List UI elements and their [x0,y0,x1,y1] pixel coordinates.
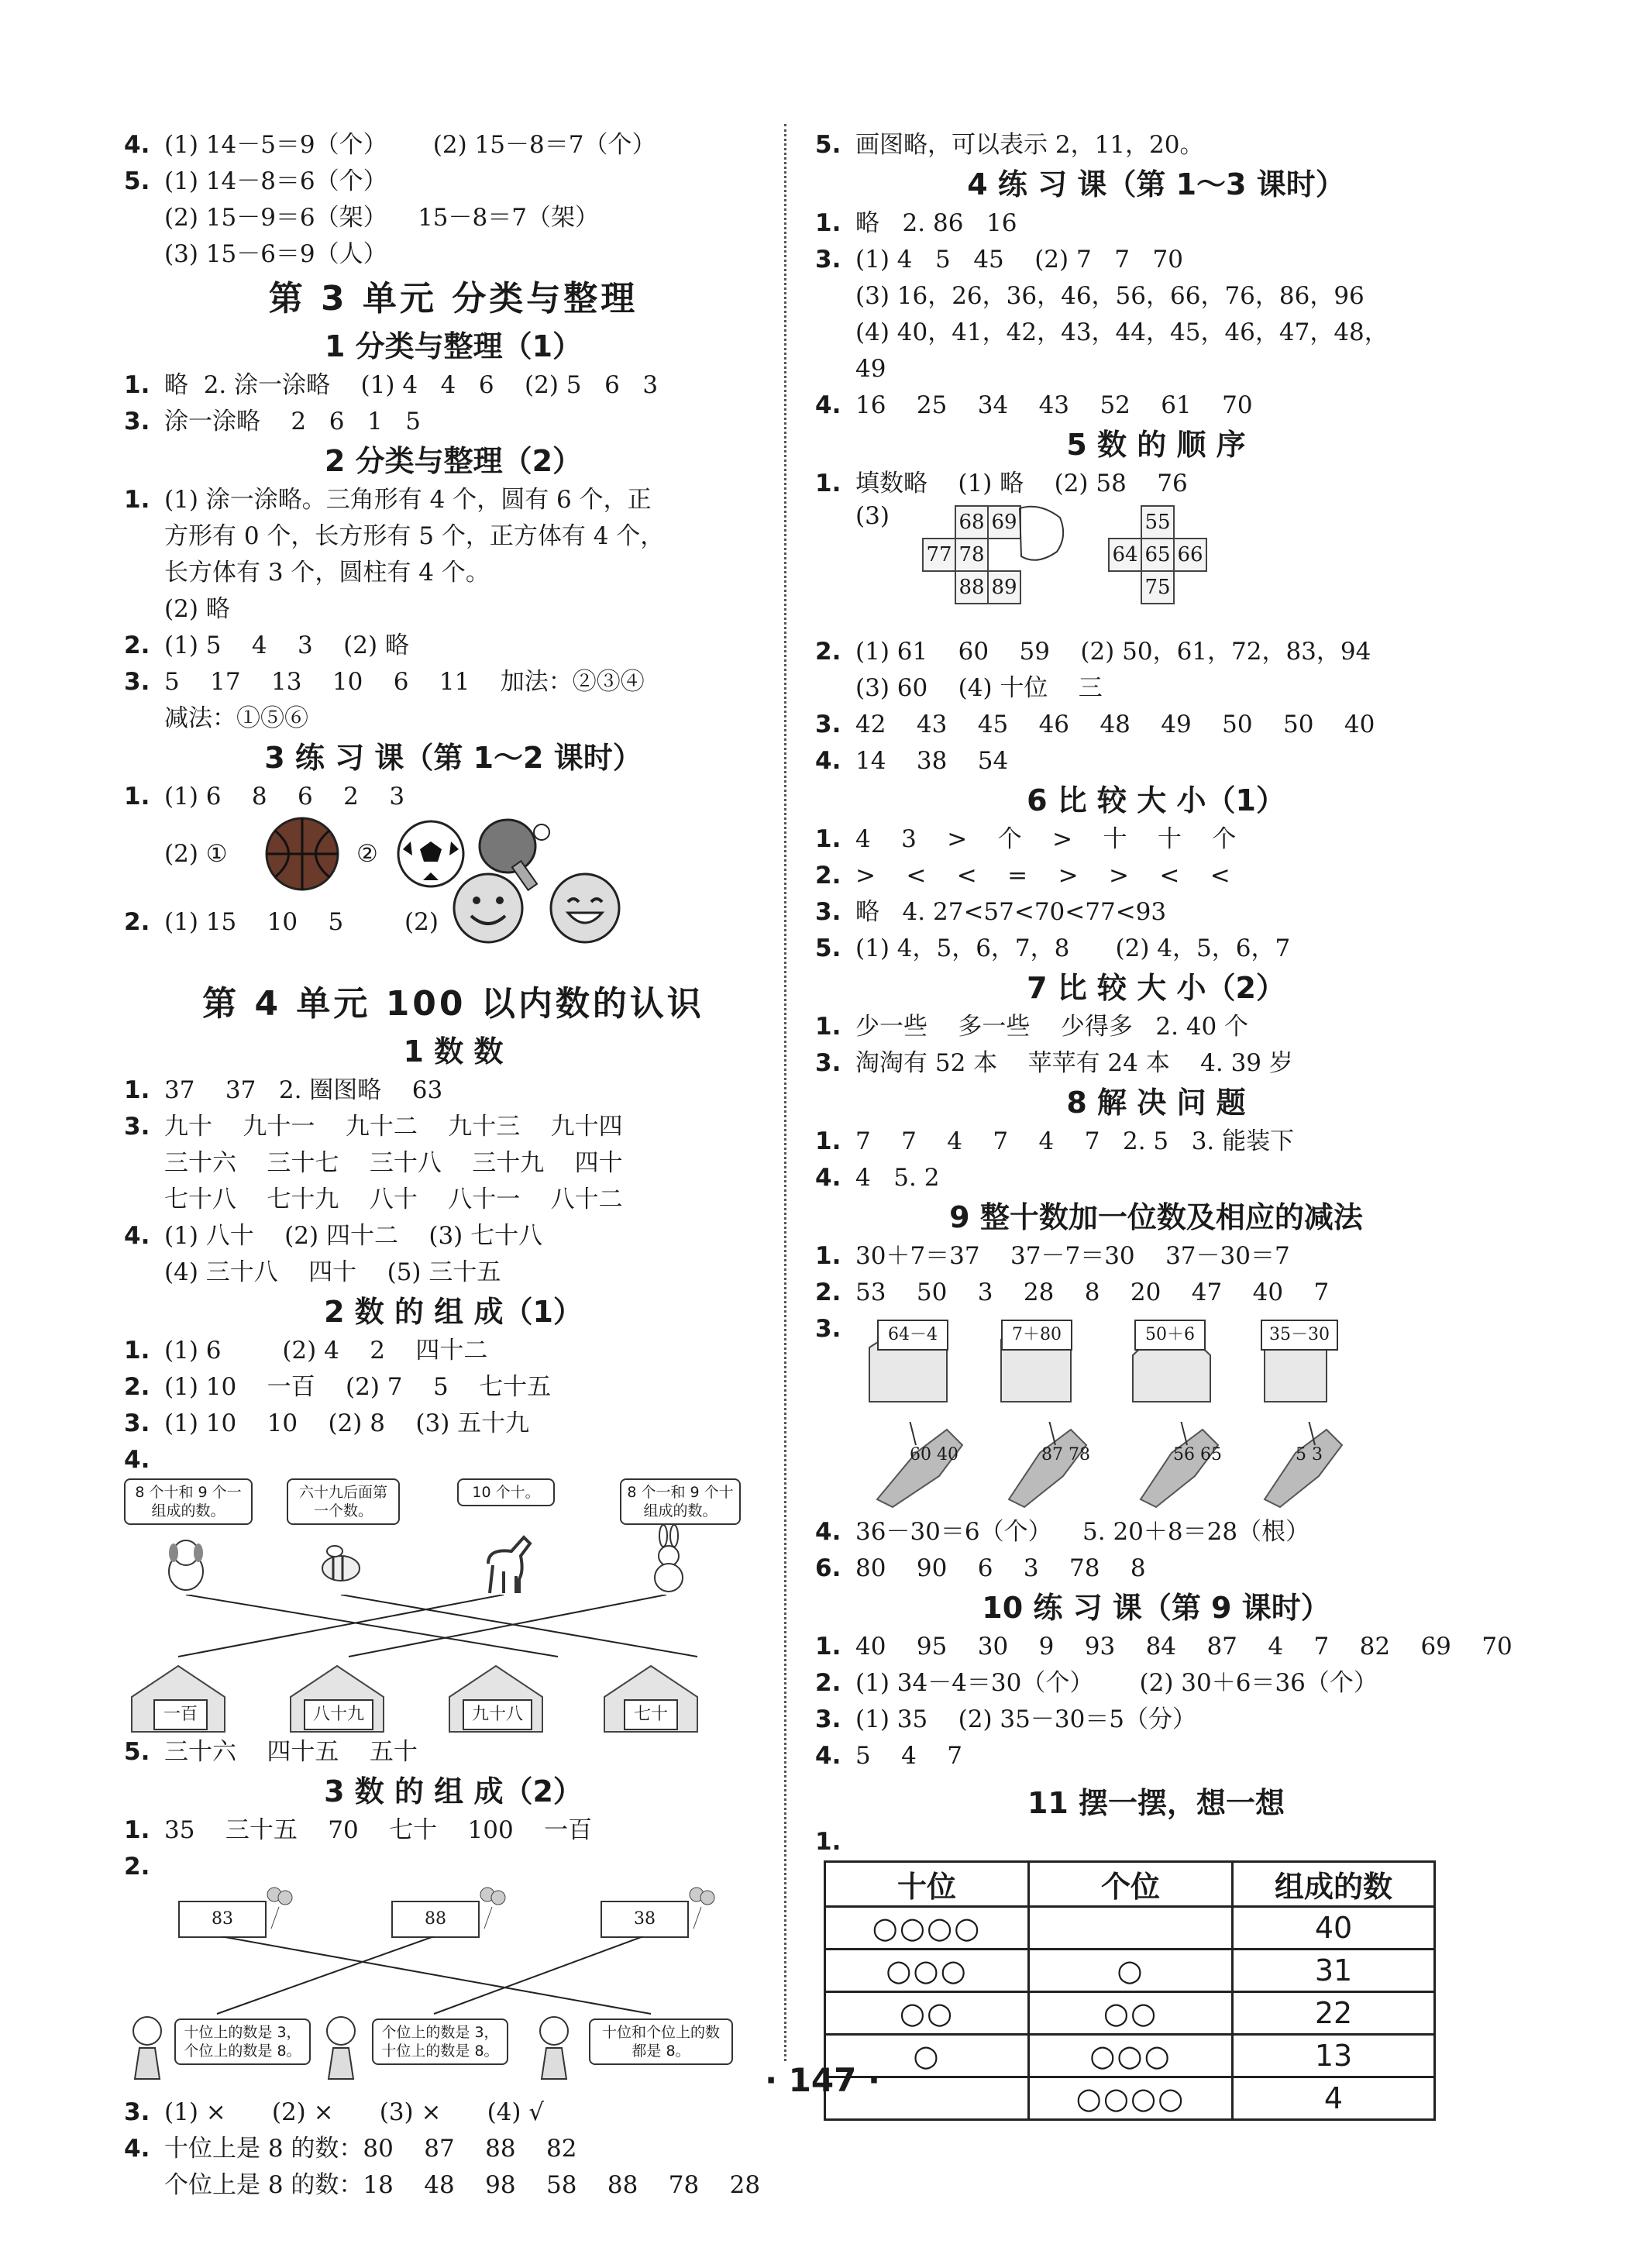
animal-house-matching [124,1478,783,1734]
house-label: 50＋6 [1134,1320,1206,1351]
answer-line: 1. 略 2. 涂一涂略 (1) 4 4 6 (2) 5 6 3 [124,371,659,399]
grid-cell: 68 [955,505,989,539]
answer-line: 1. 40 95 30 9 93 84 87 4 7 82 69 70 [815,1633,1513,1661]
header-number: 组成的数 [1233,1862,1435,1907]
answer-line: 1. 4 3 > 个 > 十 十 个 [815,825,1237,853]
answer-line: 3. (1) 35 (2) 35－30＝5（分） [815,1705,1197,1733]
answer-line: 3. 涂一涂略 2 6 1 5 [124,408,421,435]
key-label: 87 78 [1041,1445,1090,1464]
basketball-icon [263,815,341,893]
section-title: 4 练 习 课（第 1～3 课时） [967,167,1345,201]
section-title: 1 数 数 [403,1034,504,1069]
answer-line: 4. [124,1446,150,1474]
matching-lines [124,1936,744,2022]
answer-line: 2. 53 50 3 28 8 20 47 40 7 [815,1279,1330,1306]
answer-line: 4. 4 5. 2 [815,1164,940,1192]
answer-line: 3. 略 4. 27<57<70<77<93 [815,898,1167,926]
answer-line: 3. (1) 4 5 45 (2) 7 7 70 [815,246,1183,274]
kid-speech-bubble: 十位和个位上的数都是 8。 [589,2018,733,2065]
house-label: 七十 [624,1699,678,1730]
grid-cell: 66 [1173,538,1207,572]
answer-line: 减法：①⑤⑥ [164,704,308,732]
answer-line: (4) 40，41，42，43，44，45，46，47，48， [855,318,1389,346]
smiley-answer-row: 2. (1) 15 10 5 (2) [124,900,783,978]
ones-cell: ○○○ [1029,2035,1233,2077]
tens-cell: ○ [825,2035,1029,2077]
answer-line: (2) 15－9＝6（架） 15－8＝7（架） [164,204,599,232]
answer-line: 七十八 七十九 八十 八十一 八十二 [164,1186,623,1213]
unit-4-title: 第 4 单元 100 以内数的认识 [202,984,704,1024]
answer-line: 4. (1) 14－5＝9（个） (2) 15－8＝7（个） [124,131,656,159]
answer-line: 1. 填数略 (1) 略 (2) 58 76 [815,470,1188,497]
number-cell: 13 [1233,2035,1435,2077]
section-title: 8 解 决 问 题 [1066,1086,1246,1120]
answer-line: 1. 37 37 2. 圈图略 63 [124,1076,443,1104]
answer-line: 49 [855,355,886,383]
horse-icon [473,1525,542,1595]
answer-line: 2. (1) 34－4＝30（个） (2) 30＋6＝36（个） [815,1669,1378,1697]
answer-line: (2) 略 [164,595,230,623]
ones-cell: ○○○○ [1029,2077,1233,2120]
torn-paper-icon [986,502,1071,572]
unit-3-title: 第 3 单元 分类与整理 [268,279,638,318]
speech-bubble: 8 个一和 9 个十组成的数。 [620,1478,741,1525]
column-divider [784,124,786,2061]
grid-cell: 78 [955,538,989,572]
number-cell: 40 [1233,1907,1435,1950]
keys-illustration [862,1422,1420,1515]
answer-line: 6. 80 90 6 3 78 8 [815,1554,1146,1582]
answer-line: 1. 30＋7＝37 37－7＝30 37－30＝7 [815,1242,1290,1270]
house-label: 64－4 [877,1320,948,1351]
left-column [124,127,783,2204]
header-ones: 个位 [1029,1862,1233,1907]
section-title: 2 分类与整理（2） [324,444,583,478]
answer-line: 4. (1) 八十 (2) 四十二 (3) 七十八 [124,1222,543,1250]
section-title: 6 比 较 大 小（1） [1027,783,1285,817]
answer-line: 1. (1) 6 8 6 2 3 [124,783,405,810]
bee-icon [310,1540,372,1587]
answer-line: (3) 15－6＝9（人） [164,240,387,268]
grid-cell: 88 [955,570,989,604]
section-title: 7 比 较 大 小（2） [1027,971,1285,1005]
ones-cell: ○ [1029,1950,1233,1992]
right-column [815,127,1513,2121]
grid-cell: 75 [1141,570,1175,604]
answer-line: 个位上是 8 的数：18 48 98 58 88 78 28 [164,2171,761,2199]
answer-line: 3. 淘淘有 52 本 苹苹有 24 本 4. 39 岁 [815,1049,1293,1077]
section-title: 3 数 的 组 成（2） [324,1774,583,1809]
tens-cell: ○○ [825,1992,1029,2035]
grid-cell: 89 [987,570,1021,604]
answer-line: 1. (1) 涂一涂略。三角形有 4 个，圆有 6 个，正 [124,486,652,514]
section-title: 9 整十数加一位数及相应的减法 [949,1200,1363,1234]
table-row [825,1907,1435,1950]
number-cell: 4 [1233,2077,1435,2120]
section-title: 10 练 习 课（第 9 课时） [982,1591,1330,1625]
number-card: 83 [178,1901,267,1938]
answer-line: 1. [815,1828,841,1856]
answer-line: 1. 略 2. 86 16 [815,209,1017,237]
grid-cell: 69 [987,505,1021,539]
header-tens: 十位 [825,1862,1029,1907]
grid-cell: 77 [922,538,956,572]
speech-bubble: 六十九后面第一个数。 [287,1478,400,1525]
balloons-icon [477,1885,508,1932]
house-label: 7＋80 [1001,1320,1072,1351]
answer-line: 2. (1) 61 60 59 (2) 50，61，72，83，94 [815,638,1371,666]
rabbit-icon [643,1525,697,1595]
house-key-matching [815,1325,1497,1514]
tens-cell: ○○○ [825,1950,1029,1992]
smiley-face-icon [449,869,527,947]
answer-line: 长方体有 3 个，圆柱有 4 个。 [164,559,490,587]
answer-line: 5. 画图略，可以表示 2，11，20。 [815,131,1204,159]
grid-cell: 55 [1141,505,1175,539]
balloons-icon [263,1885,294,1932]
puppy-icon [155,1533,217,1595]
section-title: 3 练 习 课（第 1～2 课时） [264,741,642,775]
answer-line: 5. 三十六 四十五 五十 [124,1738,418,1766]
house-label: 一百 [153,1699,208,1730]
answer-line: 4. 36－30＝6（个） 5. 20＋8＝28（根） [815,1518,1310,1546]
answer-line: 2. (1) 5 4 3 (2) 略 [124,632,409,659]
answer-line: 三十六 三十七 三十八 三十九 四十 [164,1149,623,1177]
speech-bubble: 10 个十。 [457,1478,555,1506]
answer-line: 4. 14 38 54 [815,747,1009,775]
house-label: 九十八 [463,1699,532,1730]
answer-line: 方形有 0 个，长方形有 5 个，正方体有 4 个， [164,522,665,550]
number-cell: 31 [1233,1950,1435,1992]
table-row [825,1992,1435,2035]
answer-line: 3. 5 17 13 10 6 11 加法：②③④ [124,668,645,696]
answer-line: 3. (1) × (2) × (3) × (4) √ [124,2098,545,2126]
table-header-row [825,1862,1435,1907]
ones-cell: ○○ [1029,1992,1233,2035]
kid-speech-bubble: 十位上的数是 3，个位上的数是 8。 [174,2018,311,2065]
kid-speech-bubble: 个位上的数是 3，十位上的数是 8。 [372,2018,508,2065]
number-grid-answer: (3) 68 69 77 78 88 89 55 64 65 66 75 [815,502,1497,634]
answer-line: 1. 7 7 4 7 4 7 2. 5 3. 能装下 [815,1127,1295,1155]
section-title: 1 分类与整理（1） [324,329,583,363]
laughing-face-icon [546,869,624,947]
answer-line: 3. 九十 九十一 九十二 九十三 九十四 [124,1113,623,1141]
answer-line: (3) 16，26，36，46，56，66，76，86，96 [855,282,1365,310]
answer-line: 2. (1) 10 一百 (2) 7 5 七十五 [124,1373,552,1401]
answer-line: 1. (1) 6 (2) 4 2 四十二 [124,1337,488,1365]
answer-line: 4. 十位上是 8 的数：80 87 88 82 [124,2135,577,2163]
balloons-icon [686,1885,717,1932]
answer-line: 3. [815,1315,841,1343]
answer-line: 3. 42 43 45 46 48 49 50 50 40 [815,711,1375,738]
grid-cell: 65 [1141,538,1175,572]
answer-line: 1. 少一些 多一些 少得多 2. 40 个 [815,1013,1249,1041]
section-title: 2 数 的 组 成（1） [324,1295,583,1329]
answer-line: 2. > < < = > > < < [815,862,1230,890]
number-cell: 22 [1233,1992,1435,2035]
answer-line: 2. [124,1853,150,1881]
house-label: 35－30 [1261,1320,1338,1351]
grid-cell: 64 [1108,538,1142,572]
answer-line: 3. (1) 10 10 (2) 8 (3) 五十九 [124,1409,530,1437]
answer-line: (3) 60 (4) 十位 三 [855,674,1103,702]
section-title: 5 数 的 顺 序 [1066,428,1246,462]
answer-line: 5. (1) 14－8＝6（个） [124,167,387,195]
speech-bubble: 8 个十和 9 个一组成的数。 [124,1478,253,1525]
page-number: · 147 · [765,2061,880,2099]
house-label: 八十九 [304,1699,373,1730]
matching-lines [124,1595,744,1664]
key-label: 56 65 [1173,1445,1222,1464]
key-label: 5 3 [1296,1445,1323,1464]
table-row [825,1950,1435,1992]
answer-line: (4) 三十八 四十 (5) 三十五 [164,1258,501,1286]
ball-answer-row: (2) ① ② [124,815,783,900]
answer-line: 1. 35 三十五 70 七十 100 一百 [124,1816,593,1844]
number-card: 38 [601,1901,689,1938]
number-card: 88 [391,1901,480,1938]
key-label: 60 40 [910,1445,958,1464]
section-title: 11 摆一摆，想一想 [1027,1786,1285,1820]
tens-cell: ○○○○ [825,1907,1029,1950]
ones-cell [1029,1907,1233,1950]
answer-line: 5. (1) 4，5，6，7，8 (2) 4，5，6，7 [815,934,1291,962]
answer-line: 4. 16 25 34 43 52 61 70 [815,391,1253,419]
answer-line: 4. 5 4 7 [815,1742,963,1770]
